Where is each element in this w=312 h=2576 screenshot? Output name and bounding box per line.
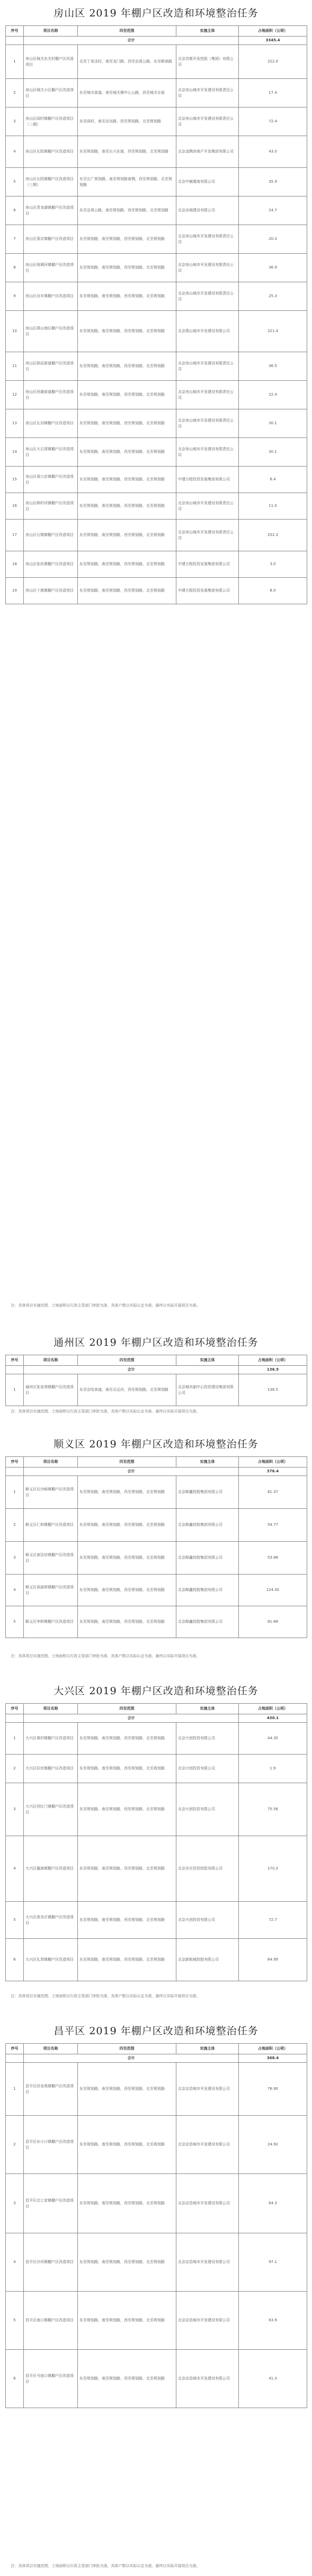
row-scope: 东至规划路，南至规划路，西至规划路，北至规划路 (78, 551, 176, 578)
task-table (5, 1456, 307, 1638)
row-area: 72.4 (239, 108, 307, 136)
table-row (6, 282, 307, 311)
row-org: 北京新航城控股有限公司 (176, 1939, 239, 1981)
row-area: 36.5 (239, 352, 307, 381)
table-row (6, 311, 307, 352)
row-org: 中建方程投资发展集团有限公司 (176, 578, 239, 604)
row-org: 北京房山城市开发建设有限责任公司 (176, 108, 239, 136)
table-row (6, 2063, 307, 2116)
row-no: 6 (6, 196, 24, 225)
header-no: 序号 (6, 2044, 24, 2054)
table-row (6, 1783, 307, 1836)
row-project-name: 房山区窦店镇棚户区改造项目 (24, 225, 78, 254)
table-row (6, 1755, 307, 1783)
row-area: 81.68 (239, 1606, 307, 1638)
total-blank (6, 37, 24, 45)
row-area: 20.3 (239, 225, 307, 254)
row-no: 11 (6, 352, 24, 381)
table-row (6, 578, 307, 604)
row-project-name: 房山区长阳镇棚户区改造项目（三期） (24, 168, 78, 196)
row-org: 北京顺鑫控股集团有限公司 (176, 1509, 239, 1542)
row-no: 3 (6, 1542, 24, 1575)
row-area: 97.1 (239, 2233, 307, 2292)
row-scope: 东至规划路，南至规划路，西至规划路，北至规划路 (78, 2350, 176, 2408)
section-title: 顺义区 2019 年棚户区改造和环境整治任务 (54, 1438, 258, 1450)
row-project-name: 房山区城关小区棚户区改造项目 (24, 79, 78, 108)
row-no: 19 (6, 578, 24, 604)
row-project-name: 昌平区回龙观镇棚户区改造项目 (24, 2063, 78, 2116)
table-row (6, 1836, 307, 1902)
row-scope: 东至规划路，南至规划路，西至规划路，北至规划路 (78, 409, 176, 438)
total-area: 430.1 (239, 1714, 307, 1723)
row-scope: 东至阎村、南至京良路，西至规划路，北至规划路 (78, 108, 176, 136)
row-scope: 东至规划路，南至规划路，西至规划路，北至规划路 (78, 2116, 176, 2174)
task-table (5, 1355, 307, 1406)
header-area: 占地面积（公顷） (239, 1355, 307, 1366)
row-project-name: 房山区石楼镇棚户区改造项目 (24, 520, 78, 551)
row-no: 1 (6, 1723, 24, 1755)
total-area: 368.4 (239, 2054, 307, 2063)
table-row (6, 136, 307, 168)
row-area: 3.0 (239, 551, 307, 578)
row-org: 中建方程投资发展集团有限公司 (176, 551, 239, 578)
row-project-name: 房山区良乡镇棚户区改造项目 (24, 282, 78, 311)
row-scope: 东至规划路，南至规划路，西至规划路，北至规划路 (78, 2174, 176, 2233)
row-area: 64.3 (239, 2174, 307, 2233)
row-org: 北京京昌城市开发建设有限公司 (176, 2063, 239, 2116)
section-title: 大兴区 2019 年棚户区改造和环境整治任务 (54, 1685, 258, 1697)
header-project-name: 项目名称 (24, 1457, 78, 1468)
row-org: 中建方程投资发展集团有限公司 (176, 467, 239, 493)
row-project-name: 昌平区南口镇棚户区改造项目 (24, 2292, 78, 2350)
row-scope: 东至规划路，南至规划路，西至规划路，北至规划路 (78, 2233, 176, 2292)
row-area: 1.9 (239, 1755, 307, 1783)
row-area: 36.9 (239, 254, 307, 282)
header-project-name: 项目名称 (24, 2044, 78, 2054)
table-row (6, 1575, 307, 1606)
row-no: 2 (6, 2116, 24, 2174)
row-no: 4 (6, 2233, 24, 2292)
row-area: 8.0 (239, 578, 307, 604)
row-project-name: 昌平区东小口镇棚户区改造项目 (24, 2116, 78, 2174)
row-no: 5 (6, 2292, 24, 2350)
row-org: 北京城市副中心投资建设集团有限公司 (176, 1374, 239, 1406)
table-row (6, 2174, 307, 2233)
row-scope: 东至规划路，南至规划路，西至规划路，北至规划路 (78, 1939, 176, 1981)
row-org: 北京房山城市开发建设有限责任公司 (176, 282, 239, 311)
row-no: 5 (6, 168, 24, 196)
total-row (6, 37, 307, 45)
row-org: 北京京昌城市开发建设有限公司 (176, 2174, 239, 2233)
row-org: 北京房山城市开发建设有限责任公司 (176, 381, 239, 409)
row-area: 41.3 (239, 2350, 307, 2408)
table-row (6, 493, 307, 520)
header-scope: 四至范围 (78, 1704, 176, 1714)
header-area: 占地面积（公顷） (239, 1457, 307, 1468)
row-no: 8 (6, 254, 24, 282)
table-row (6, 2116, 307, 2174)
row-org: 北京顺鑫控股集团有限公司 (176, 1542, 239, 1575)
row-scope: 东至京哈高速，南至北运河，西至规划路，北至规划路 (78, 1374, 176, 1406)
row-scope: 东至规划路，南至规划路，西至规划路，北至规划路 (78, 1755, 176, 1783)
total-blank (6, 1366, 24, 1374)
row-project-name: 顺义区南法信镇棚户区改造项目 (24, 1542, 78, 1575)
row-org: 北京亦庄投资控股有限公司 (176, 1836, 239, 1902)
row-project-name: 房山区青龙湖镇棚户区改造项目 (24, 196, 78, 225)
row-org: 北京中赫置地有限公司 (176, 168, 239, 196)
row-no: 3 (6, 108, 24, 136)
row-scope: 东至规划路，南至规划路，西至规划路，北至规划路 (78, 1606, 176, 1638)
row-org: 北京房山城市开发建设有限责任公司 (176, 254, 239, 282)
table-row (6, 45, 307, 79)
row-area: 35.9 (239, 168, 307, 196)
row-no: 4 (6, 1575, 24, 1606)
row-no: 15 (6, 467, 24, 493)
header-project-name: 项目名称 (24, 1704, 78, 1714)
row-project-name: 大兴区瀛海镇棚户区改造项目 (24, 1836, 78, 1902)
row-scope: 东至规划路，南至规划路，西至规划路，北至规划路 (78, 2292, 176, 2350)
row-area: 25.3 (239, 282, 307, 311)
row-area: 75.56 (239, 1783, 307, 1836)
table-row (6, 1939, 307, 1981)
total-label: 合计 (24, 1366, 239, 1374)
row-area: 63.9 (239, 2292, 307, 2350)
section-title: 通州区 2019 年棚户区改造和环境整治任务 (54, 1337, 258, 1348)
row-area: 221.4 (239, 311, 307, 352)
table-row (6, 1374, 307, 1406)
table-row (6, 1723, 307, 1755)
row-project-name: 房山区张坊镇棚户区改造项目 (24, 551, 78, 578)
row-project-name: 房山区周口店镇棚户区改造项目 (24, 467, 78, 493)
row-area: 22.4 (239, 381, 307, 409)
row-org: 北京京昌城市开发建设有限公司 (176, 2292, 239, 2350)
table-row (6, 551, 307, 578)
row-scope: 东至规划路，南至规划路，西至规划路，北至规划路 (78, 311, 176, 352)
header-org: 实施主体 (176, 1355, 239, 1366)
row-no: 1 (6, 1374, 24, 1406)
header-org: 实施主体 (176, 1704, 239, 1714)
row-org: 北京房山城市开发建设有限责任公司 (176, 520, 239, 551)
row-scope: 东至规划路，南至规划路，西至规划路，北至规划路 (78, 2063, 176, 2116)
row-area: 170.3 (239, 1836, 307, 1902)
header-area: 占地面积（公顷） (239, 26, 307, 37)
table-footnote: 注：具体项目实施范围、土地面积以行政主管部门审批为准，具体户数以实际认定为准，最终以实际开展项目为准。 (11, 1994, 200, 1998)
total-row (6, 1714, 307, 1723)
header-no: 序号 (6, 1355, 24, 1366)
row-area: 24.92 (239, 2116, 307, 2174)
row-scope: 东至规划路，南至规划路，西至规划路，北至规划路 (78, 1902, 176, 1939)
header-area: 占地面积（公顷） (239, 2044, 307, 2054)
row-project-name: 房山区琉璃河镇棚户区改造项目 (24, 254, 78, 282)
row-org: 北京房山城市开发建设有限责任公司 (176, 438, 239, 467)
table-header-row (6, 26, 307, 37)
header-no: 序号 (6, 26, 24, 37)
row-area: 54.77 (239, 1509, 307, 1542)
total-label: 合计 (24, 2054, 239, 2063)
row-scope: 东至规划路，南至规划路，西至规划路，北至规划路 (78, 1509, 176, 1542)
row-org: 北京兴创投资有限公司 (176, 1902, 239, 1939)
row-project-name: 房山区十渡镇棚户区改造项目 (24, 578, 78, 604)
header-scope: 四至范围 (78, 2044, 176, 2054)
row-area: 24.7 (239, 196, 307, 225)
table-row (6, 168, 307, 196)
row-area: 252.3 (239, 520, 307, 551)
header-project-name: 项目名称 (24, 1355, 78, 1366)
row-no: 13 (6, 409, 24, 438)
table-row (6, 2292, 307, 2350)
row-area: 72.7 (239, 1902, 307, 1939)
row-project-name: 昌平区沙河镇棚户区改造项目 (24, 2233, 78, 2292)
row-no: 3 (6, 2174, 24, 2233)
row-project-name: 通州区张家湾镇棚户区改造项目 (24, 1374, 78, 1406)
row-scope: 东至规划路，南至规划路，西至规划路，北至规划路 (78, 225, 176, 254)
total-area: 136.5 (239, 1366, 307, 1374)
row-project-name: 昌平区北七家镇棚户区改造项目 (24, 2174, 78, 2233)
row-no: 2 (6, 79, 24, 108)
row-scope: 东至规划路，南至规划路，西至规划路，北至规划路 (78, 352, 176, 381)
total-blank (6, 1714, 24, 1723)
row-project-name: 房山区长沟镇棚户区改造项目 (24, 409, 78, 438)
row-org: 北京顺鑫控股集团有限公司 (176, 1476, 239, 1509)
row-area: 11.0 (239, 493, 307, 520)
total-label: 合计 (24, 1468, 239, 1476)
row-scope: 东至规划路，南至规划路，西至规划路，北至规划路 (78, 578, 176, 604)
table-row (6, 1542, 307, 1575)
row-no: 14 (6, 438, 24, 467)
task-table (5, 25, 307, 604)
row-org: 北京房山城市开发建设有限责任公司 (176, 352, 239, 381)
row-scope: 东至长广规划路，南至规划路南侧，西至规划路，北至规划路 (78, 168, 176, 196)
row-org: 北京兴创投资有限公司 (176, 1755, 239, 1783)
table-row (6, 196, 307, 225)
table-row (6, 1606, 307, 1638)
header-org: 实施主体 (176, 1457, 239, 1468)
table-row (6, 225, 307, 254)
row-scope: 东至规划路，南至规划路，西至规划路，北至规划路 (78, 438, 176, 467)
table-header-row (6, 1704, 307, 1714)
table-row (6, 1509, 307, 1542)
row-no: 7 (6, 225, 24, 254)
total-blank (6, 1468, 24, 1476)
table-row (6, 2350, 307, 2408)
total-label: 合计 (24, 1714, 239, 1723)
row-area: 136.5 (239, 1374, 307, 1406)
row-org: 北京京昌城市开发建设有限公司 (176, 2350, 239, 2408)
header-project-name: 项目名称 (24, 26, 78, 37)
header-no: 序号 (6, 1457, 24, 1468)
row-area: 44.35 (239, 1723, 307, 1755)
table-row (6, 467, 307, 493)
row-area: 76.90 (239, 2063, 307, 2116)
row-no: 1 (6, 1476, 24, 1509)
row-no: 5 (6, 1902, 24, 1939)
row-scope: 东至规划路，南至规划路，西至规划路，北至规划路 (78, 1575, 176, 1606)
row-org: 北京金隅房地产开发集团有限公司 (176, 136, 239, 168)
row-scope: 北至丁家洼村、南至龙门路，西至京周公路，东至顺承路 (78, 45, 176, 79)
row-area: 43.0 (239, 136, 307, 168)
row-no: 6 (6, 2350, 24, 2408)
table-row (6, 108, 307, 136)
table-footnote: 注：具体项目实施范围、土地面积以行政主管部门审批为准，具体户数以实际认定为准，最终以实际开展项目为准。 (11, 1409, 200, 1414)
row-area: 64.99 (239, 1939, 307, 1981)
table-row (6, 438, 307, 467)
row-org: 北京首都开发控股（集团）有限公司 (176, 45, 239, 79)
section-title: 昌平区 2019 年棚户区改造和环境整治任务 (54, 2025, 258, 2037)
row-scope: 东至规划路，南至规划路，西至规划路，北至规划路 (78, 1723, 176, 1755)
row-no: 5 (6, 1606, 24, 1638)
row-no: 12 (6, 381, 24, 409)
table-header-row (6, 1457, 307, 1468)
total-blank (6, 2054, 24, 2063)
task-table (5, 1703, 307, 1981)
row-org: 北京房山城市开发建设有限责任公司 (176, 225, 239, 254)
table-row (6, 520, 307, 551)
section-title: 房山区 2019 年棚户区改造和环境整治任务 (54, 7, 258, 19)
row-no: 16 (6, 493, 24, 520)
header-scope: 四至范围 (78, 1457, 176, 1468)
row-scope: 东至规划路，南至规划路，西至规划路，北至规划路 (78, 1476, 176, 1509)
row-project-name: 大兴区庞各庄镇棚户区改造项目 (24, 1902, 78, 1939)
row-project-name: 昌平区马池口镇棚户区改造项目 (24, 2350, 78, 2408)
table-row (6, 409, 307, 438)
header-org: 实施主体 (176, 26, 239, 37)
row-area: 17.4 (239, 79, 307, 108)
row-no: 3 (6, 1783, 24, 1836)
row-org: 北京房山城市开发建设有限责任公司 (176, 409, 239, 438)
table-row (6, 1902, 307, 1939)
row-project-name: 顺义区仁和镇棚户区改造项目 (24, 1509, 78, 1542)
row-scope: 东至规划路，南至规划路，西至规划路，北至规划路 (78, 1783, 176, 1836)
total-area: 376.4 (239, 1468, 307, 1476)
task-table (5, 2043, 307, 2408)
row-scope: 东至京周公路，南至规划路，西至规划路，北至规划路 (78, 196, 176, 225)
row-project-name: 房山区大石窝镇棚户区改造项目 (24, 438, 78, 467)
row-org: 北京京城建设有限公司 (176, 196, 239, 225)
row-scope: 东至城关街道、南至城关镇中心公路，西至城关北街 (78, 79, 176, 108)
row-org: 北京顺鑫控股集团有限公司 (176, 1606, 239, 1638)
row-project-name: 顺义区李桥镇棚户区改造项目 (24, 1606, 78, 1638)
table-footnote: 注：具体项目实施范围、土地面积以行政主管部门审批为准，具体户数以实际认定为准，最终以实际开展项目为准。 (11, 1303, 200, 1308)
row-scope: 东至规划路，南至规划路，西至规划路，北至规划路 (78, 381, 176, 409)
row-org: 北京房山城市开发建设有限责任公司 (176, 79, 239, 108)
row-project-name: 房山区长阳镇棚户区改造项目 (24, 136, 78, 168)
table-row (6, 2233, 307, 2292)
row-no: 9 (6, 282, 24, 311)
table-row (6, 381, 307, 409)
row-scope: 东至规划路，南至规划路，西至规划路，北至规划路 (78, 520, 176, 551)
row-scope: 东至规划路，南至规划路，西至规划路，北至规划路 (78, 254, 176, 282)
row-org: 北京京昌城市开发建设有限公司 (176, 2233, 239, 2292)
row-no: 18 (6, 551, 24, 578)
table-header-row (6, 1355, 307, 1366)
row-scope: 东至规划路，南至规划路，西至规划路，北至规划路 (78, 282, 176, 311)
header-no: 序号 (6, 1704, 24, 1714)
total-row (6, 2054, 307, 2063)
row-project-name: 大兴区旧宫镇棚户区改造项目 (24, 1755, 78, 1783)
row-scope: 东至规划路，南至规划路，西至规划路，北至规划路 (78, 493, 176, 520)
row-no: 17 (6, 520, 24, 551)
row-no: 1 (6, 45, 24, 79)
header-scope: 四至范围 (78, 26, 176, 37)
header-area: 占地面积（公顷） (239, 1704, 307, 1714)
table-row (6, 352, 307, 381)
row-no: 1 (6, 2063, 24, 2116)
row-project-name: 顺义区后沙峪镇棚户区改造项目 (24, 1476, 78, 1509)
row-org: 北京兴创投资有限公司 (176, 1723, 239, 1755)
row-area: 61.37 (239, 1476, 307, 1509)
row-no: 2 (6, 1755, 24, 1783)
row-no: 4 (6, 136, 24, 168)
row-scope: 东至规划路，南至规划路，西至规划路，北至规划路 (78, 1836, 176, 1902)
row-area: 30.1 (239, 409, 307, 438)
table-row (6, 79, 307, 108)
total-area: 3345.4 (239, 37, 307, 45)
total-label: 合计 (24, 37, 239, 45)
row-no: 4 (6, 1836, 24, 1902)
row-org: 北京房山城市开发建设有限责任公司 (176, 493, 239, 520)
header-scope: 四至范围 (78, 1355, 176, 1366)
row-org: 北京顺鑫控股集团有限公司 (176, 1575, 239, 1606)
row-no: 10 (6, 311, 24, 352)
row-area: 124.45 (239, 1575, 307, 1606)
row-scope: 东至规划路，南至规划路，西至规划路，北至规划路 (78, 1542, 176, 1575)
row-project-name: 房山区城关东关村棚户区改造项目 (24, 45, 78, 79)
row-area: 53.88 (239, 1542, 307, 1575)
row-org: 北京燕山城市开发建设有限公司 (176, 311, 239, 352)
row-area: 222.0 (239, 45, 307, 79)
row-project-name: 大兴区黄村镇棚户区改造项目 (24, 1723, 78, 1755)
table-row (6, 254, 307, 282)
table-footnote: 注：具体项目实施范围、土地面积以行政主管部门审批为准，具体户数以实际认定为准，最终以实际开展项目为准。 (11, 1654, 200, 1658)
header-org: 实施主体 (176, 2044, 239, 2054)
row-project-name: 房山区阎村镇棚户区改造项目（二期） (24, 108, 78, 136)
row-org: 北京京昌城市开发建设有限公司 (176, 2116, 239, 2174)
row-area: 6.4 (239, 467, 307, 493)
table-row (6, 1476, 307, 1509)
row-project-name: 大兴区西红门镇棚户区改造项目 (24, 1783, 78, 1836)
row-project-name: 大兴区礼贤镇棚户区改造项目 (24, 1939, 78, 1981)
row-no: 2 (6, 1509, 24, 1542)
row-scope: 东至规划路，南至规划路，西至规划路，北至规划路 (78, 467, 176, 493)
table-footnote: 注：具体项目实施范围、土地面积以行政主管部门审批为准，具体户数以实际认定为准，最终以实际开展项目为准。 (11, 2564, 200, 2568)
row-project-name: 房山区燕山地区棚户区改造项目 (24, 311, 78, 352)
row-org: 北京兴创投资有限公司 (176, 1783, 239, 1836)
row-scope: 东至规划路，南至长兴东街，西至规划路，北至规划路 (78, 136, 176, 168)
row-project-name: 房山区西潞街道棚户区改造项目 (24, 381, 78, 409)
total-row (6, 1366, 307, 1374)
row-project-name: 房山区拱辰街道棚户区改造项目 (24, 352, 78, 381)
table-header-row (6, 2044, 307, 2054)
row-area: 30.1 (239, 438, 307, 467)
row-no: 6 (6, 1939, 24, 1981)
row-project-name: 房山区韩村河镇棚户区改造项目 (24, 493, 78, 520)
row-project-name: 顺义区高丽营镇棚户区改造项目 (24, 1575, 78, 1606)
total-row (6, 1468, 307, 1476)
